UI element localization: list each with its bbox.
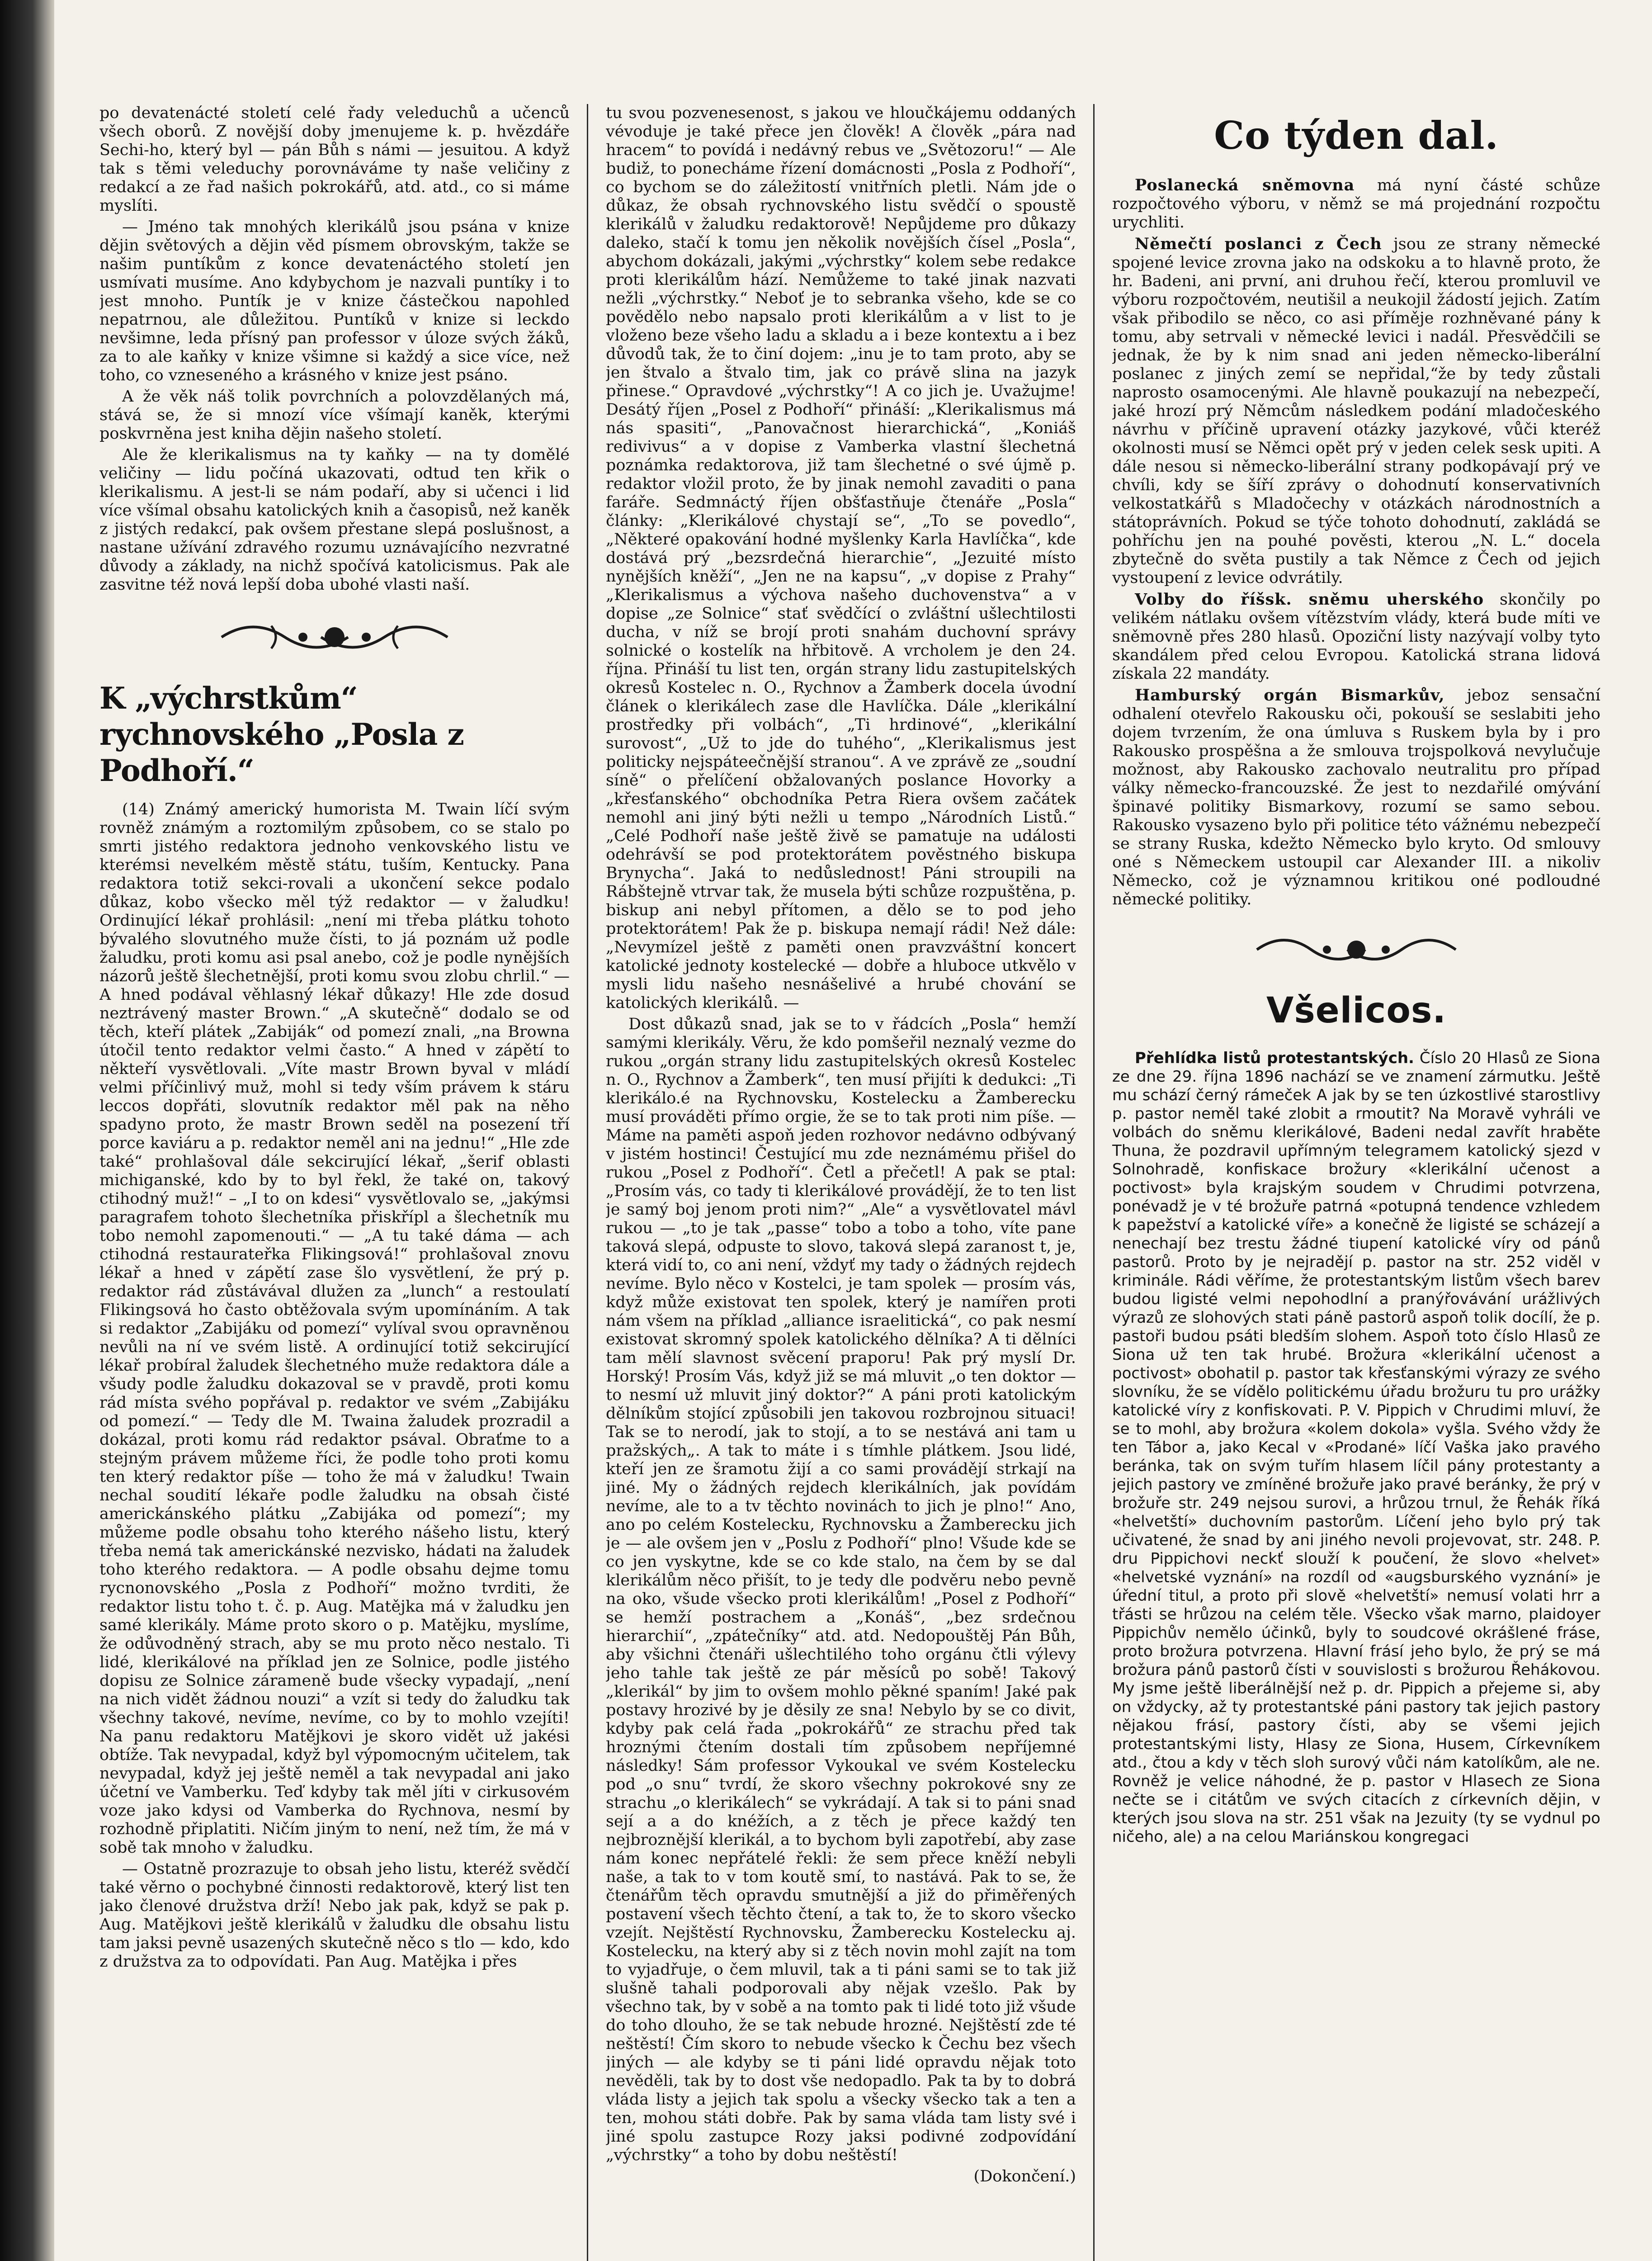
scan-border [0, 0, 54, 2261]
news-item [1112, 176, 1600, 232]
paragraph: — Ostatně prozrazuje to obsah jeho listu, kteréž svědčí také věrno o pochybné činnosti redaktorově, který list ten jako členové družstva drží! Nebo jak pak, když se pak p. Aug. Matějkovi ještě klerikálů v žaludku dle obsahu listu tam jaksi pevně usazených skutečně něco s tlo — kdo, kdo z družstva za to odpovídati. Pan Aug. Matějka i přes [99, 1860, 570, 1971]
misc-lead: Přehlídka listů protestantských. [1135, 1049, 1414, 1067]
section-masthead: Co týden dal. [1214, 113, 1499, 158]
columns [99, 104, 1598, 2261]
news-text: jeboz sensační odhalení otevřelo Rakousku oči, pokouší se seslabiti jeho dojem tvrzením, že ona úmluva s Ruskem byla by i pro Rakousko prospěšna a že smlouva trojspolková nevylučuje možnost, aby Rakousko zachovalo neutralitu pro případ války německo-francouzské. Že jest to nezdařilé omývání špinavé politiky Bismarkovy, rozumí se samo sebou. Rakousko vysazeno bylo při politice této vážnému nebezpečí se strany Ruska, kdežto Německo bylo kryto. Od smlouvy oné s Německem ustoupil car Alexander III. a nikoliv Německo, což je významnou kritikou oné podloudné německé politiky. [1112, 686, 1600, 908]
paragraph: — Jméno tak mnohých klerikálů jsou psána v knize dějin světových a dějin věd písmem obrovským, takže se našim puntíkům z konce devatenáctého století jen usmívati musíme. Ano kdybychom je nazvali puntíky i to jest mnoho. Puntík je v knize částečkou napohled nepatrnou, ale důležitou. Puntíků v knize si leckdo nevšimne, leda přísný pan professor v úloze svých žáků, za to ale kaňky v knize všimne si každý a sice více, než toho, co vzneseného a krásného v knize jest psáno. [99, 218, 570, 384]
column-middle [606, 104, 1076, 2261]
ornament-divider-icon [1252, 927, 1460, 972]
news-lead: Poslanecká sněmovna [1135, 176, 1355, 194]
news-text: jsou ze strany německé spojené levice zrovna jako na odskoku a to hlavně proto, že hr. Badeni, ani první, ani druhou řečí, kterou promluvil ve výboru rozpočtovém, neutišil a neukojil žádostí jejich. Zatím však přibodilo se něco, co asi příměje rozhněvané pány k tomu, aby setrvali v německé levici i nadál. Přesvědčili se jednak, že by k nim snad ani jeden německo-liberální poslanec z jiných zemí se nepřidal,“že by tedy zůstali naprosto osamocenými. Ale hlavně poukazují na nebezpečí, jaké hrozí prý Němcům následkem podání mladočeského návrhu v příčině upravení otázky jazykové, vůči kteréž okolnosti musí se Němci opět prý v jeden celek sesk upiti. A dále nesou si německo-liberální strany podkopávají prý ve chvíli, kdy se šíří zprávy o dohodnutí konservativních velkostatkářů s Mladočechy v otázkách národnostních a státoprávních. Pokud se týče tohoto dohodnutí, zakládá se pohříchu jen na pouhé pověsti, kterou „N. L.“ docela zbytečně do světa pustily a tak Němce z Čech od jejich vystoupení z levice odvrátily. [1112, 235, 1600, 587]
paragraph: Dost důkazů snad, jak se to v řádcích „Posla“ hemží samými klerikály. Věru, že kdo pomšeřil neznalý vezme do rukou „orgán strany lidu zastupitelských okresů Kostelec n. O., Rychnov a Žamberk“, ten musí přijíti k dedukci: „Ti klerikálo.é na Rychnovsku, Kostelecku a Žamberecku musí prováděti přímo orgie, že se to tak proti nim píše. — Máme na paměti aspoň jeden rozhovor nedávno odbývaný v jistém hostinci! Čestující mu zde neznámému přišel do rukou „Posel z Podhoří“. Četl a přečetl! A pak se ptal: „Prosím vás, co tady ti klerikálové provádějí, že to ten list je samý boj jenom proti nim?“ „Ale“ a vysvětlovatel mávl rukou — „to je tak „passe“ tobo a tobo a toho, víte pane taková slepá, odpuste to slovo, taková slepá zaranost t, je, která vidí to, co ani není, vždyť my tady o žádných rejdech nevíme. Bylo něco v Kostelci, je tam spolek — prosím vás, když může existovat ten spolek, který je namířen proti nám všem na příklad „alliance israelitická“, co pak nesmí existovat skromný spolek katolického dělníka? A ti dělníci tam mělí slavnost svěcení praporu! Pak prý myslí Dr. Horský! Prosím Vás, když již se má mluvit „o ten doktor — to nesmí už mluvit jiný doktor?“ A páni proti katolickým dělníkům stojící způsobili jen takovou rozbrojnou situaci! Tak se to nerodí, jak to stojí, a to se nestává ani tam u pražských„. A tak to máte i s tímhle plátkem. Jsou lidé, kteří jen ze šramotu žijí a co sami provádějí strkají na jiné. My o žádných rejdech klerikálních, jak povídám nevíme, ale to a tv těchto novinách to jich je plno!“ Ano, ano po celém Kostelecku, Rychnovsku a Žamberecku jich je — ale ovšem jen v „Poslu z Podhoří“ plno! Všude kde se co jen vyskytne, kde se co kde stalo, na čem by se dal klerikálům něco přišít, to je tedy dle podvěru nebo pevně na oko, všude všecko proti klerikálům! „Posel z Podhoří“ se hemží postrachem a „Konáš“, „bez srdečnou hierarchií“, „zpátečníky“ atd. atd. Nedopouštěj Pán Bůh, aby všichni čtenáři ušlechtilého toho orgánu čtli výlevy jeho tahle tak ještě ze pár měsíců po sobě! Takový „klerikál“ by jim to ovšem mohlo pěkné spaním! Jaké pak postavy hrozivé by je děsily ze sna! Nebylo by se co divit, kdyby pak celá řada „pokrokářů“ ze strachu před tak hroznými čtením dostali tím způsobem nepříjemné následky! Sám professor Vykoukal ve svém Kostelecku pod „o snu“ tvrdí, že skoro všechny pokrokové sny ze strachu „o klerikálech“ se vykrádají. A tak si to páni snad sejí a a do knéžích, a z těch je přece každý ten nejbroznější klerikál, a to bychom byli zapotřebí, aby zase nám konec nepřátelé řekli: že sem přece kněží nebyli naše, a tak to v tom koutě smí, to nastává. Pak to se, že čtenářům těch opravdu smutnější a již do přiměřených postavení všech těchto čtení, a tak to, že to skoro všecko vzejít. Nejštěstí Rychnovsku, Žamberecku Kostelecku aj. Kostelecku, na který aby si z těch novin mohl zajít na tom to vyjadřuje, o čem mluvil, tak a ti páni sami se to tak již slušně tahali podporovali aby nějak vzešlo. Pak by všechno tak, by v sobě a na tomto pak ti lidé toto již všude do toho dlouho, že se tak nebude hrozné. Nejštěstí zde té neštěstí! Čím skoro to nebude všecko k Čechu bez všech jiných — ale kdyby se ti páni lidé opravdu nějak toto nevěděli, tak by to dost vše nedopadlo. Pak ta by to dobrá vláda listy a jejich tak spolu a všecky všecko tak a ten a ten, mohou státi dobře. Pak by sama vláda tam listy své i jiné spolu zastupce Rozy jaksi podivné zodpovídání „výchrstky“ a toho by dobu neštěstí! [606, 1015, 1076, 2164]
news-text: skončily po velikém nátlaku ovšem vítězstvím vlády, která bude míti ve sněmovně přes 280 hlasů. Opoziční listy nazývají volby tyto skandálem před celou Evropou. Katolická strana lidová získala 22 mandáty. [1112, 591, 1600, 683]
misc-text: Číslo 20 Hlasů ze Siona ze dne 29. října 1896 nachází se ve znamení zármutku. Ještě mu schází černý rámeček A jak by se ten úzkostlivé starostlivy p. pastor neměl také zlobit a rmoutit? Na Moravě vyhráli ve volbách do sněmu klerikálové, Badeni nedal zavřít hraběte Thuna, že pozdravil upřímným telegramem katolický sjezd v Solnohradě, konfiskace brožury «klerikální učenost a poctivost» byla krajským soudem v Chrudimi potvrzena, ponévadž je v té brožuře patrná «potupná tendence vzhledem k papežství a katolické víře» a konečně že ligisté se scházejí a nenechají bez trestu žádné tiupení katolické víry od pánů pastorů. Proto by je nejradějí p. pastor na str. 252 viděl v kriminále. Rádi věříme, že protestantským listům všech barev budou ligisté velmi nepohodlní a pranýřovávání urážlivých výrazů ze slohových stati páně pastorů aspoň tolik docílí, že p. pastoři budou psáti bledším slohem. Aspoň toto číslo Hlasů ze Siona už ten tak hrubé. Brožura «klerikální učenost a poctivost» obohatil p. pastor tak křesťanskými výrazy ze svého slovníku, že se vídělo politickému úřadu brožuru tu pro urážky katolické víry z konfiskovati. P. V. Pippich v Chrudimi mluví, že se to mohl, aby brožura «kolem dokola» vyšla. Svého vždy že ten Tábor a, jako Kecal v «Prodané» líčí Vaška jako pravého beránka, tak on svým tuřím hlasem líčil pány protestanty a jejich pastory ve zmíněné brožuře jako pravé beránky, že prý v brožuře str. 249 nejsou surovi, a hrůzou trnul, že Řehák říká «helvetští» duchovním pastorům. Líčení jeho bylo prý tak učivatené, že snad by ani jiného nevoli projevovat, str. 248. P. dru Pippichovi neckť slouží k poučení, že slovo «helvet» «helvetské vyznání» na rozdíl od «augsburského vyznání» je úřední titul, a proto při slově «helvetští» nemusí volati hrr a třásti se hrůzou na celém těle. Všecko však marno, plaidoyer Pippichův nemělo účinků, byly to soudcové okrášlené fráse, proto brožura potvrzena. Hlavní frásí jeho bylo, že prý se má brožura pánů pastorů čísti v souvislosti s brožurou Řehákovou. My jsme ještě liberálnější než p. dr. Pippich a přejeme si, aby on vždycky, až ty protestantské páni pastory tak jejich pastory nějakou frásí, pastory čísti, aby se všemi jejich protestantskými listy, Hlasy ze Siona, Husem, Církevníkem atd., čtou a kdy v těch sloh surový vůči nám katolíkům, ale ne. Rovněž je velice náhodné, že p. pastor v Hlasech ze Siona nečte se i citátům ve svých citacích z církevních dějin, v kterých jsou slova na str. 251 však na Jezuity (ty se vydnul po ničeho, ale) a na celou Mariánskou kongregaci [1112, 1049, 1600, 1846]
column-right [1112, 104, 1600, 2261]
section-title-misc: Všelicos. [1266, 990, 1447, 1031]
paragraph: po devatenácté století celé řady veleduchů a učenců všech oborů. Z novější doby jmenujeme k. p. hvězdáře Sechi-ho, který byl — pán Bůh s námi — jesuitou. A když tak s těmi veleduchy porovnáváme ty naše veličiny z redakcí a ze řad našich pokrokářů, atd. atd., co si máme myslíti. [99, 104, 570, 215]
misc-section [1112, 1049, 1600, 1846]
paragraph: Ale že klerikalismus na ty kaňky — na ty domělé veličiny — lidu počíná ukazovati, odtud ten křik o klerikalismu. A jest-li se nám podaří, aby si učenci i lid více všímal obsahu katolických knih a časopisů, než kaněk z jistých redakcí, pak ovšem přestane slepá poslušnost, a nastane užívání zdravého rozumu uznávajícího nezvratné důvody a základy, na nichž spočívá katolicismus. Pak ale zasvitne též nová lepší doba ubohé vlasti naší. [99, 446, 570, 594]
continuation-note: (Dokončení.) [973, 2167, 1076, 2185]
news-lead: Volby do říšsk. sněmu uherského [1135, 590, 1484, 609]
news-item [1112, 235, 1600, 587]
news-lead: Hamburský orgán Bismarkův, [1135, 686, 1445, 705]
paragraph: (14) Známý americký humorista M. Twain líčí svým rovněž známým a roztomilým způsobem, co se stalo po smrti jistého redaktora jednoho venkovského listu ve kterémsi nevelkém městě státu, tuším, Kentucky. Pana redaktora totiž sekci-rovali a ukončení sekce podalo důkaz, kobo všecko měl týž redaktor — v žaludku! Ordinující lékař prohlásil: „není mi třeba plátku tohoto bývalého slovutného muže čísti, to já poznám už podle žaludku, proti komu asi psal anebo, což je podle nynějších názorů ještě šlechetnější, proti komu svou zlobu chrlil.“ — A hned podával věhlasný lékař důkazy! Hle zde dosud neztrávený master Brown.“ „A skutečně“ dodalo se od těch, kteří plátek „Zabiják“ od pomezí znali, „na Browna útočil tento redaktor velmi často.“ A hned v zápětí to někteří vysvětlovali. „Víte mastr Brown byval v mládí velmi příčinlivý muž, mohl si tedy vším právem k stáru leccos dopřáti, slovutník redaktor měl pak na něho spadyno proto, že mastr Brown seděl na posezení tří porce kaviáru a p. redaktor neměl ani na jednu!“ „Hle zde také“ prohlašoval dále sekcirující lékař, „šerif oblasti michiganské, kdo by to byl řekl, že také on, takový ctihodný muž!“ – „I to on kdesi“ vysvětlovalo se, „jakýmsi paragrafem tohoto šlechetníka přiskřípl a šlechetník mu tobo nemohl zapomenouti.“ — „A tu také dáma — ach ctihodná restaurateřka Flikingsová!“ prohlašoval znovu lékař a hned v zápětí zase šlo vysvětlení, že prý p. redaktor rád zůstávával dlužen za „lunch“ a restoulatí Flikingsová ho často obtěžovala svým upomínáním. A tak si redaktor „Zabijáku od pomezí“ vylíval svou opravněnou nevůli na ní ve svém listě. A ordinující totiž sekcirující lékař probíral žaludek šlechetného muže redaktora dále a všudy podle žaludku dokazoval se v pravdě, proti komu rád místa svého popřával p. redaktor ve svém „Zabijáku od pomezí.“ — Tedy dle M. Twaina žaludek prozradil a dokázal, proti komu rád redaktor psával. Obraťme to a stejným právem můžeme říci, že podle toho proti komu ten který redaktor píše — toho že má v žaludku! Twain nechal soudití lékaře podle žaludku na obsah čisté americkánského plátku „Zabijáka od pomezí“; my můžeme podle obsahu toho kterého nášeho listu, který třeba nemá tak americkánské nezvisko, hádati na žaludek toho kterého redaktora. — A podle obsahu dejme tomu rycnonovského „Posla z Podhoří“ možno tvrditi, že redaktor listu toho t. č. p. Aug. Matějka má v žaludku jen samé klerikály. Máme proto skoro o p. Matějku, myslíme, že odůvodněný strach, aby se mu proto něco nestalo. Ti lidé, klerikálové na příklad jen ze Solnice, podle jistého dopisu ze Solnice zárameně bude všecky vypadají, „není na nich vidět žádnou nouzi“ a vzít si tedy do žaludku tak všechny takové, nevíme, nevíme, co by to mohlo vzejíti! Na panu redaktoru Matějkovi je skoro vidět už jakési obtíže. Tak nevypadal, když byl výpomocným učitelem, tak nevypadal, když jej ještě neměl a tak nevypadal ani jako účetní ve Vamberku. Teď kdyby tak měl jíti v cirkusovém voze jako kdysi od Vamberka do Rychnova, nesmí by rozhodně připlatiti. Ničím jiným to není, než tím, že má v sobě tak mnoho v žaludku. [99, 800, 570, 1857]
news-text: má nyní částé schůze rozpočtového výboru, v němž se má projednání rozpočtu urychliti. [1112, 176, 1600, 232]
news-item [1112, 686, 1600, 909]
paragraph: tu svou pozvenesenost, s jakou ve hloučkájemu oddaných vévoduje je také přece jen člověk! A člověk „pára nad hracem“ to povídá i nedávný rebus ve „Světozoru!“ — Ale budiž, to ponecháme řízení domácnosti „Posla z Podhoří“, co bychom se do záležitostí vnitřních pletli. Nám jde o důkaz, že obsah rychnovského listu svědčí o spoustě klerikálů v žaludku redaktorově! Nepůjdeme pro důkazy daleko, stačí k tomu jen několik novějších čísel „Posla“, abychom dokázali, jakými „výchrstky“ kolem sebe redakce proti klerikálům hází. Nemůžeme to také jinak nazvati nežli „výchrstky.“ Neboť je to sebranka všeho, kde se co povědělo nebo napsalo proti klerikálům a v list to je vloženo beze všeho ladu a skladu a i beze kontextu a i bez důvodů tak, že to činí dojem: „inu je to tam proto, aby se jen štvalo a štvalo tim, jak co právě slina na jazyk přinese.“ Opravdové „výchrstky“! A co jich je. Uvažujme! Desátý říjen „Posel z Podhoří“ přináší: „Klerikalismus má nás spasiti“, „Panovačnost hierarchická“, „Koniáš redivivus“ a v dopise z Vamberka vlastní šlechetná poznámka redaktorova, již tam šlechetné o své újmě p. redaktor vložil proto, že by jinak nemohl zavaditi o pana faráře. Sedmnáctý říjen obšťastňuje čtenáře „Posla“ články: „Klerikálové chystají se“, „To se povedlo“, „Některé opakování hodné myšlenky Karla Havlíčka“, kde dostává prý „bezsrdečná hierarchie“, „Jezuité místo nynějších kněží“, „Jen ne na kapsu“, „v dopise z Prahy“ „Klerikalismus a výchova našeho duchovenstva“ a v dopise „ze Solnice“ stať svědčící o zvláštní ušlechtilosti ducha, v níž se brojí proti snahám duchovní správy solnické o kostelík na hřbitově. A vrcholem je den 24. října. Přináší tu list ten, orgán strany lidu zastupitelských okresů Kostelec n. O., Rychnov a Žamberk docela úvodní článek o klerikálech zase dle Havlíčka. Dále „klerikální prostředky při volbách“, „Ti hrdinové“, „klerikální surovost“, „Už to jde do tuhého“, „Klerikalismus jest politicky nejspáteečnější stranou“. A ve zprávě ze „soudní síně“ o přelíčení obžalovaných poslance Hovorky a „křesťanského“ obchodníka Petra Riera ovšem začátek nemohl ani jiný býti nežli u tempo „Národních Listů.“ „Celé Podhoří naše ještě živě se pamatuje na události odehrávší se pod protektorátem pověstného biskupa Brynycha“. Jaká to nedůslednost! Páni stroupili na Rábštejně vtrvar tak, že musela býti schůze rozpuštěna, p. biskup ani nebyl přítomen, a dělo se to pod jeho protektorátem! Pak že p. biskupa nemají rádi! Než dále: „Nevymízel ještě z paměti onen pravzváštní koncert katolické jednoty kostelecké — dobře a hluboce utkvělo v mysli lidu našeho nesnášelivé a hrubé chování se katolických klerikálů. — [606, 104, 1076, 1012]
news-lead: Němečtí poslanci z Čech [1135, 235, 1382, 253]
article-title: K „výchrstkům“ rychnovského „Posla z Podhoří.“ [99, 681, 464, 788]
ornament-divider-icon [217, 612, 452, 662]
misc-item [1112, 1049, 1600, 1846]
paragraph: A že věk náš tolik povrchních a polovzdělaných má, stává se, že si mnozí více všímají kaněk, kterými poskvrněna jest kniha dějin našeho století. [99, 388, 570, 443]
news-item [1112, 590, 1600, 683]
column-left [99, 104, 570, 2261]
